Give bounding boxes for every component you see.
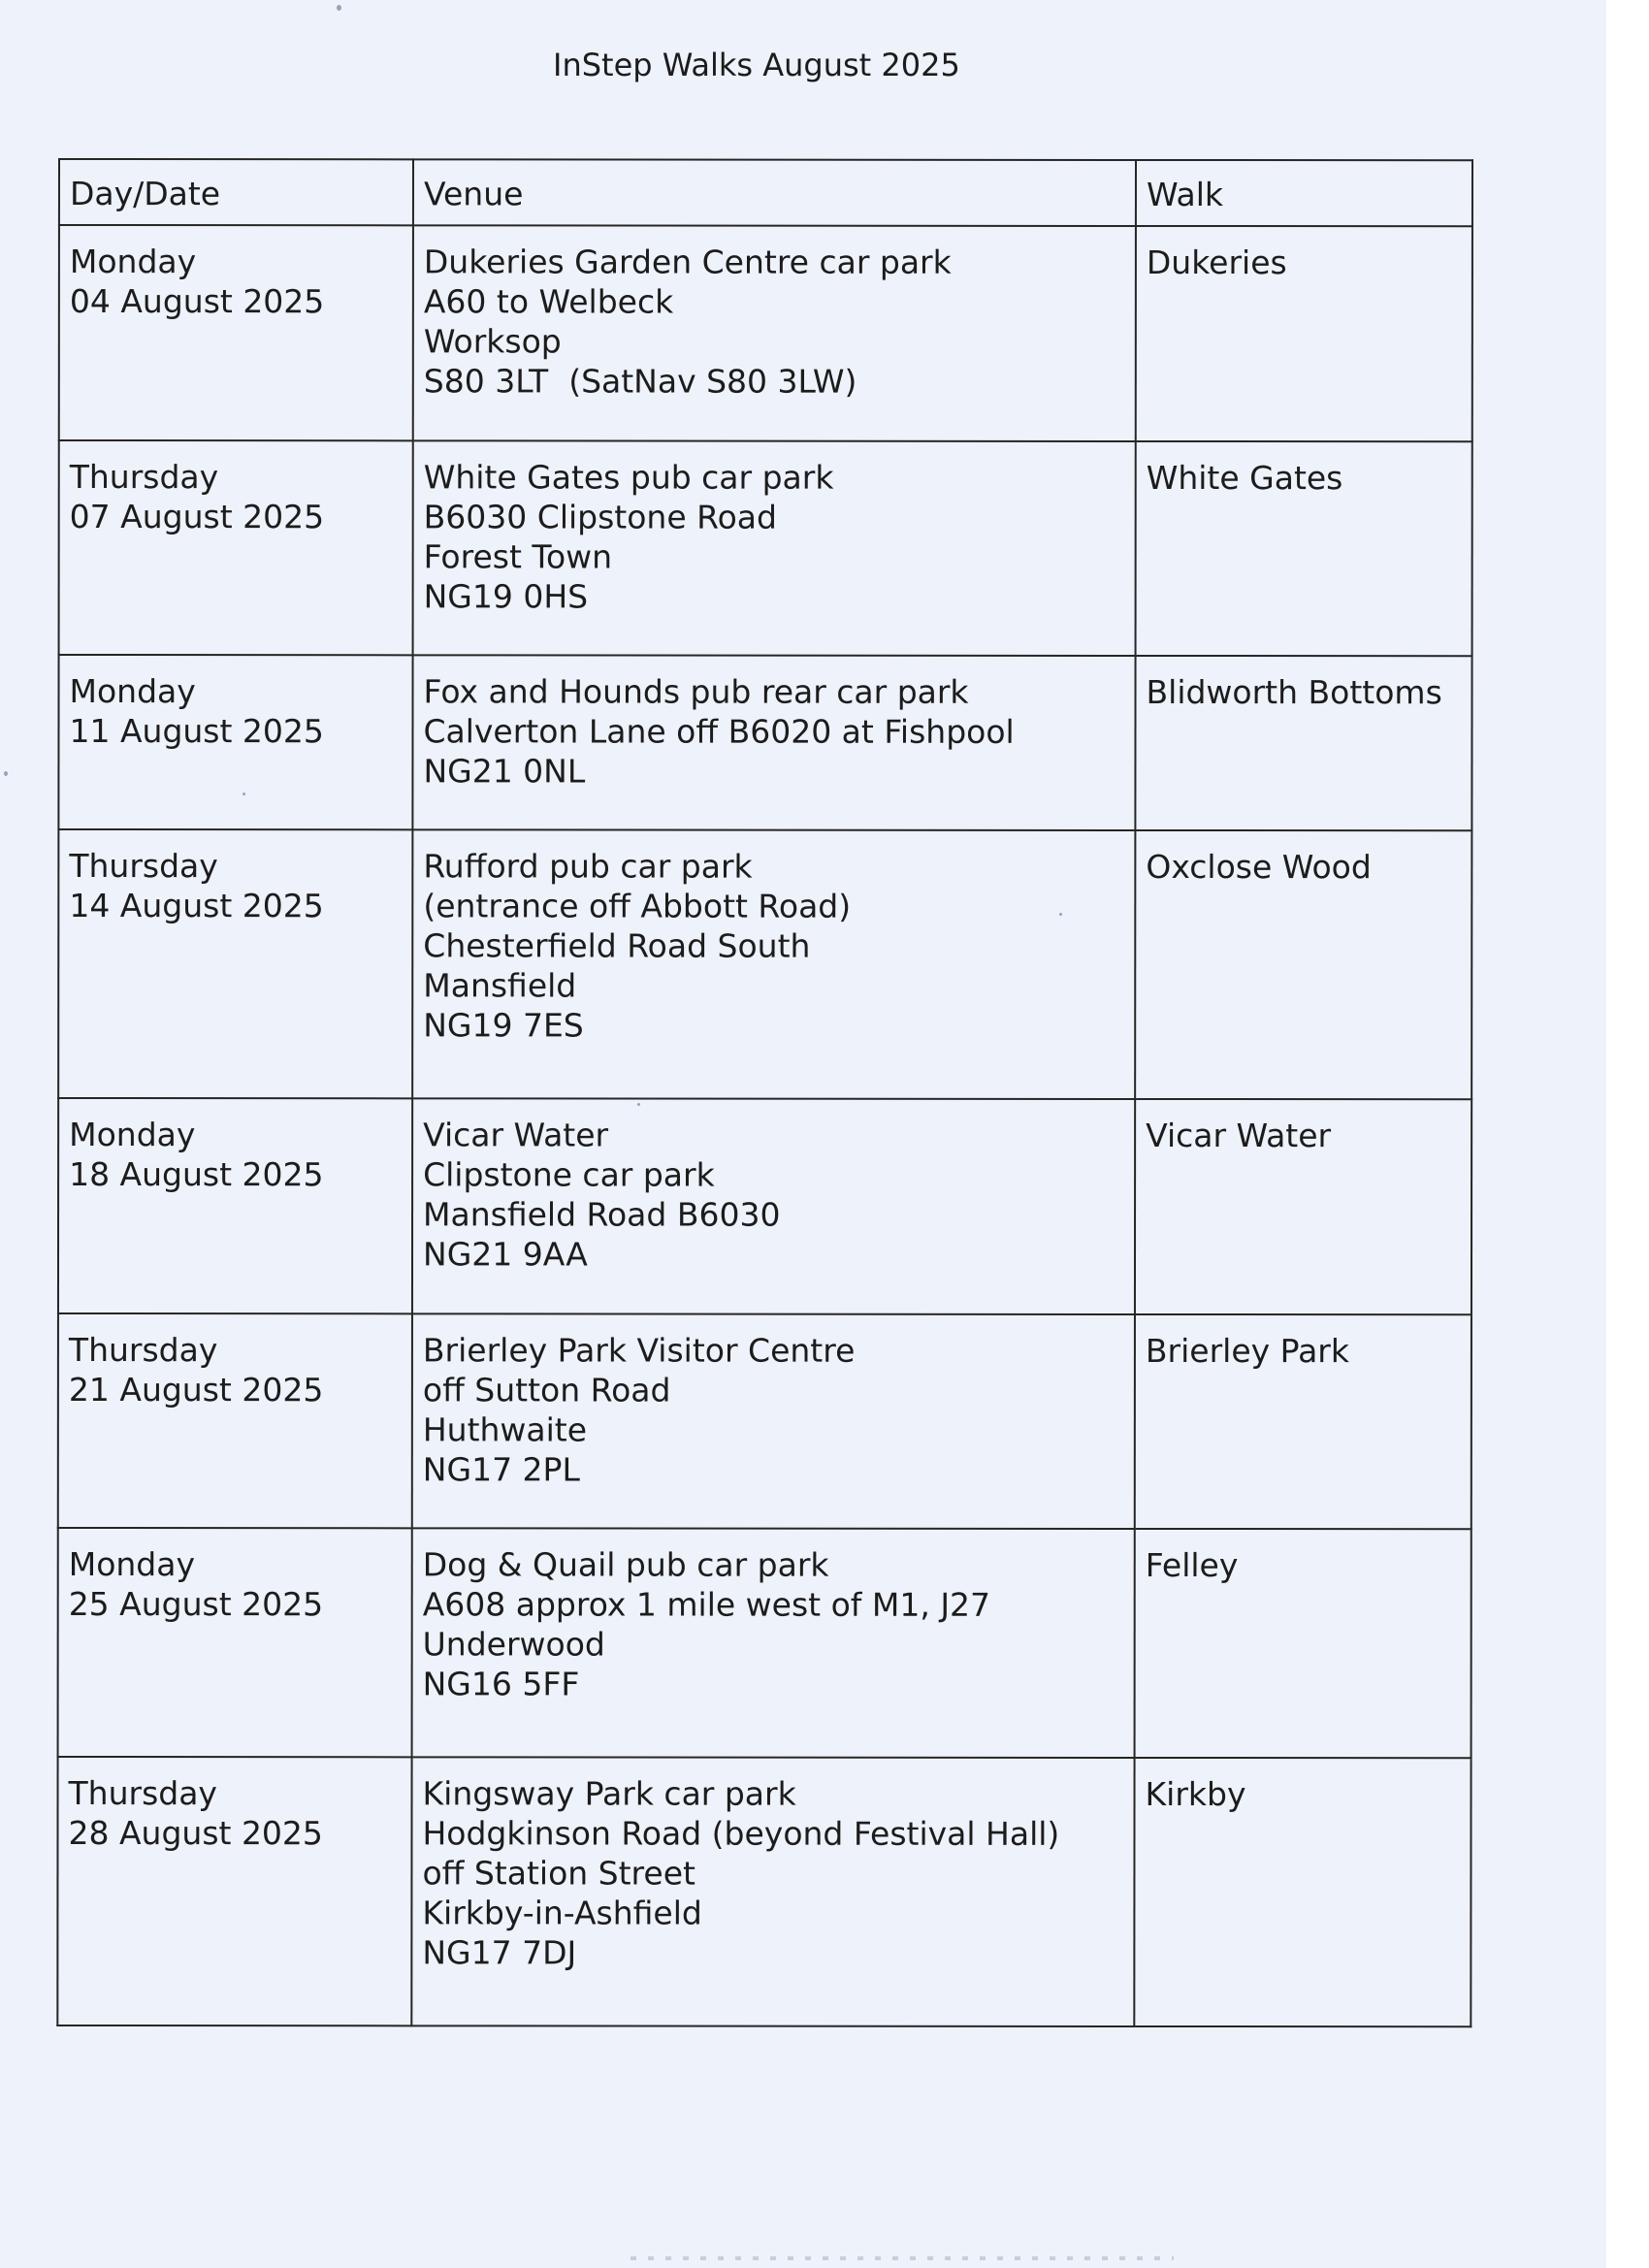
venue-line: Dukeries Garden Centre car park [423, 243, 952, 281]
day-date-cell [58, 1313, 412, 1528]
venue-line: NG19 7ES [423, 1006, 584, 1045]
walk-cell: White Gates [1136, 441, 1472, 656]
venue-line: NG21 0NL [423, 752, 586, 791]
date: 11 August 2025 [69, 712, 324, 751]
header-day-date: Day/Date [59, 159, 413, 225]
date: 21 August 2025 [68, 1371, 324, 1409]
venue-line: Mansfield Road B6030 [423, 1195, 781, 1234]
venue-line: NG16 5FF [422, 1665, 580, 1703]
table-header-row [59, 159, 1472, 226]
venue-cell [412, 1528, 1135, 1758]
day: Thursday [68, 1774, 217, 1813]
date: 07 August 2025 [69, 498, 325, 536]
walk-cell: Dukeries [1136, 226, 1472, 441]
table-row [59, 440, 1472, 656]
walk-cell: Brierley Park [1135, 1314, 1471, 1529]
venue-cell [412, 1098, 1135, 1314]
walks-table [56, 158, 1473, 2027]
venue-line: off Sutton Road [422, 1371, 671, 1409]
venue-cell [412, 1313, 1135, 1529]
day-date-cell [59, 225, 413, 440]
venue-line: Fox and Hounds pub rear car park [423, 672, 969, 711]
venue-line: (entrance off Abbott Road) [423, 887, 852, 925]
paper-edge [1606, 0, 1649, 2268]
walk-cell: Oxclose Wood [1135, 830, 1471, 1099]
day: Monday [69, 243, 197, 281]
venue-line: S80 3LT (SatNav S80 3LW) [423, 362, 857, 401]
table-row [58, 655, 1471, 830]
table-row [58, 829, 1471, 1099]
scan-speck [337, 5, 341, 11]
date: 14 August 2025 [69, 887, 324, 925]
venue-line: Clipstone car park [423, 1155, 715, 1194]
venue-cell [412, 829, 1135, 1099]
date: 25 August 2025 [68, 1585, 324, 1624]
day: Monday [69, 1116, 196, 1154]
day-date-cell [57, 1757, 411, 2025]
venue-line: Underwood [422, 1625, 605, 1664]
venue-cell [413, 440, 1136, 656]
venue-line: Forest Town [423, 537, 613, 576]
day-date-cell [58, 1098, 412, 1313]
venue-line: off Station Street [422, 1854, 695, 1893]
venue-line: A608 approx 1 mile west of M1, J27 [422, 1585, 991, 1624]
table-row [57, 1757, 1471, 2026]
venue-line: White Gates pub car park [423, 458, 834, 497]
venue-line: Worksop [423, 322, 562, 361]
venue-cell [411, 1757, 1134, 2026]
venue-line: A60 to Welbeck [423, 282, 674, 321]
venue-line: NG17 7DJ [422, 1933, 577, 1972]
venue-line: Huthwaite [422, 1410, 588, 1449]
day: Thursday [69, 847, 218, 886]
table-row [59, 225, 1472, 441]
venue-line: Calverton Lane off B6020 at Fishpool [423, 712, 1015, 751]
day-date-cell [58, 1528, 412, 1757]
table-row [58, 1313, 1471, 1529]
venue-line: Hodgkinson Road (beyond Festival Hall) [422, 1814, 1060, 1853]
day: Monday [68, 1545, 196, 1584]
table-row [58, 1098, 1471, 1314]
day-date-cell [58, 655, 412, 829]
walk-cell: Blidworth Bottoms [1135, 656, 1471, 830]
venue-cell [413, 225, 1136, 441]
venue-line: Mansfield [423, 966, 577, 1005]
venue-cell [412, 655, 1135, 830]
day-date-cell [58, 829, 412, 1098]
table-row [58, 1528, 1471, 1758]
venue-line: Kingsway Park car park [422, 1774, 796, 1813]
venue-line: Dog & Quail pub car park [422, 1545, 829, 1584]
venue-line: Kirkby-in-Ashfield [422, 1894, 702, 1932]
scan-speck [1059, 913, 1062, 916]
scan-speck [4, 771, 8, 776]
walk-cell: Kirkby [1134, 1758, 1471, 2026]
header-walk: Walk [1136, 160, 1472, 226]
venue-line: Brierley Park Visitor Centre [422, 1331, 856, 1370]
scan-artifact [630, 2256, 1174, 2260]
venue-line: Vicar Water [423, 1116, 609, 1154]
walk-cell: Felley [1135, 1529, 1471, 1758]
date: 04 August 2025 [69, 282, 325, 321]
day: Thursday [68, 1331, 218, 1370]
venue-line: Rufford pub car park [423, 847, 753, 886]
date: 28 August 2025 [68, 1814, 323, 1853]
venue-line: NG21 9AA [422, 1235, 588, 1274]
venue-line: NG19 0HS [423, 577, 589, 616]
venue-line: Chesterfield Road South [423, 926, 811, 965]
venue-line: B6030 Clipstone Road [423, 498, 777, 536]
day-date-cell [59, 440, 413, 655]
scan-speck [242, 793, 245, 795]
walk-cell: Vicar Water [1135, 1099, 1471, 1314]
page-title: InStep Walks August 2025 [553, 47, 960, 83]
scan-speck [637, 1103, 640, 1106]
day: Monday [69, 672, 196, 711]
date: 18 August 2025 [69, 1155, 324, 1194]
header-venue: Venue [413, 159, 1136, 226]
venue-line: NG17 2PL [422, 1450, 580, 1489]
day: Thursday [69, 458, 219, 497]
